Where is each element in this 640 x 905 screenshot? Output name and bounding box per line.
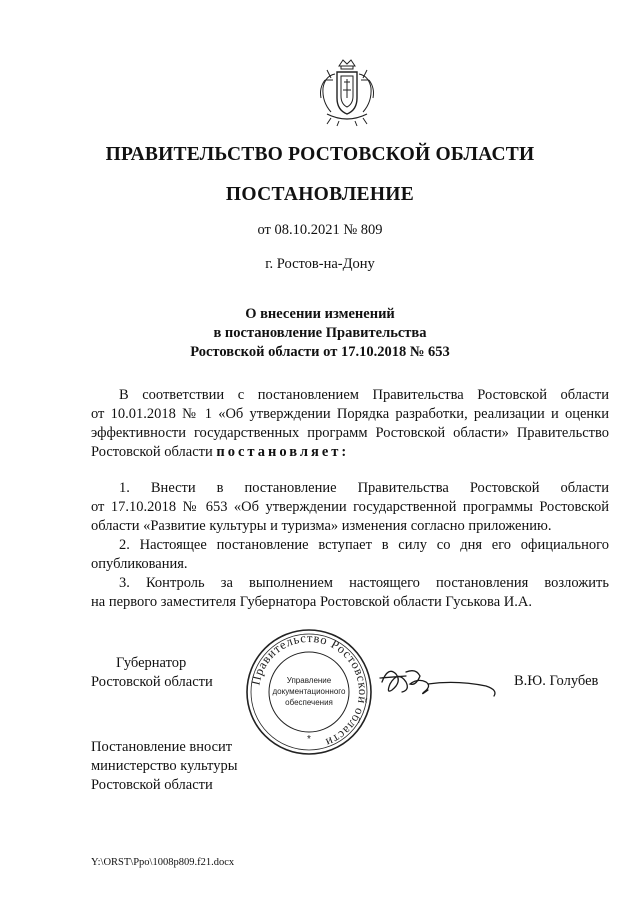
text-line: области «Развитие культуры и туризма» изменения согласно приложению. [91,518,552,534]
role-line: Ростовской области [91,674,213,690]
subject-line: О внесении изменений [245,306,395,322]
file-path: Y:\ORST\Ppo\1008p809.f21.docx [91,857,235,868]
text-fragment: Ростовской области [91,444,213,460]
coat-of-arms-icon [317,58,377,128]
submitter-note [91,738,237,795]
text-line: от 17.10.2018 № 653 «Об утверждении государственной программы Ростовской [91,499,609,515]
subject-line: Ростовской области от 17.10.2018 № 653 [190,344,450,360]
signatory-name: В.Ю. Голубев [514,673,599,689]
text-line: эффективности государственных программ Ростовской области» Правительство [91,425,609,441]
signatory-role [91,654,213,692]
note-line: министерство культуры [91,758,238,774]
stamp-inner-text: Управление [286,676,332,685]
item-3 [91,574,609,612]
government-title: ПРАВИТЕЛЬСТВО РОСТОВСКОЙ ОБЛАСТИ [105,144,535,165]
text-line [91,443,609,462]
role-line: Губернатор [116,655,187,671]
document-type: ПОСТАНОВЛЕНИЕ [225,184,415,205]
text-line: опубликования. [91,556,188,572]
document-subject [0,305,640,362]
city: г. Ростов-на-Дону [265,256,375,272]
text-line: 2. Настоящее постановление вступает в силу со дня его официального [119,537,609,553]
item-2 [91,536,609,574]
preamble-paragraph [91,386,609,462]
text-line: от 10.01.2018 № 1 «Об утверждении Порядка разработки, реализации и оценки [91,406,609,422]
resolves-word: постановляет: [216,444,350,460]
stamp-ring-text: Правительство Ростовской области [248,630,371,750]
official-stamp [244,627,374,757]
stamp-inner-text: документационного [272,687,346,696]
date-number: от 08.10.2021 № 809 [257,222,383,238]
text-line: на первого заместителя Губернатора Ростовской области Гуськова И.А. [91,594,532,610]
note-line: Ростовской области [91,777,213,793]
note-line: Постановление вносит [91,739,233,755]
handwritten-signature [376,660,506,702]
text-line: 3. Контроль за выполнением настоящего постановления возложить [119,575,609,591]
text-line: 1. Внести в постановление Правительства Ростовской области [119,480,609,496]
subject-line: в постановление Правительства [213,325,427,341]
stamp-inner-text: обеспечения [285,698,333,707]
stamp-star: * [307,734,311,745]
text-line: В соответствии с постановлением Правительства Ростовской области [119,387,609,403]
item-1 [91,479,609,536]
